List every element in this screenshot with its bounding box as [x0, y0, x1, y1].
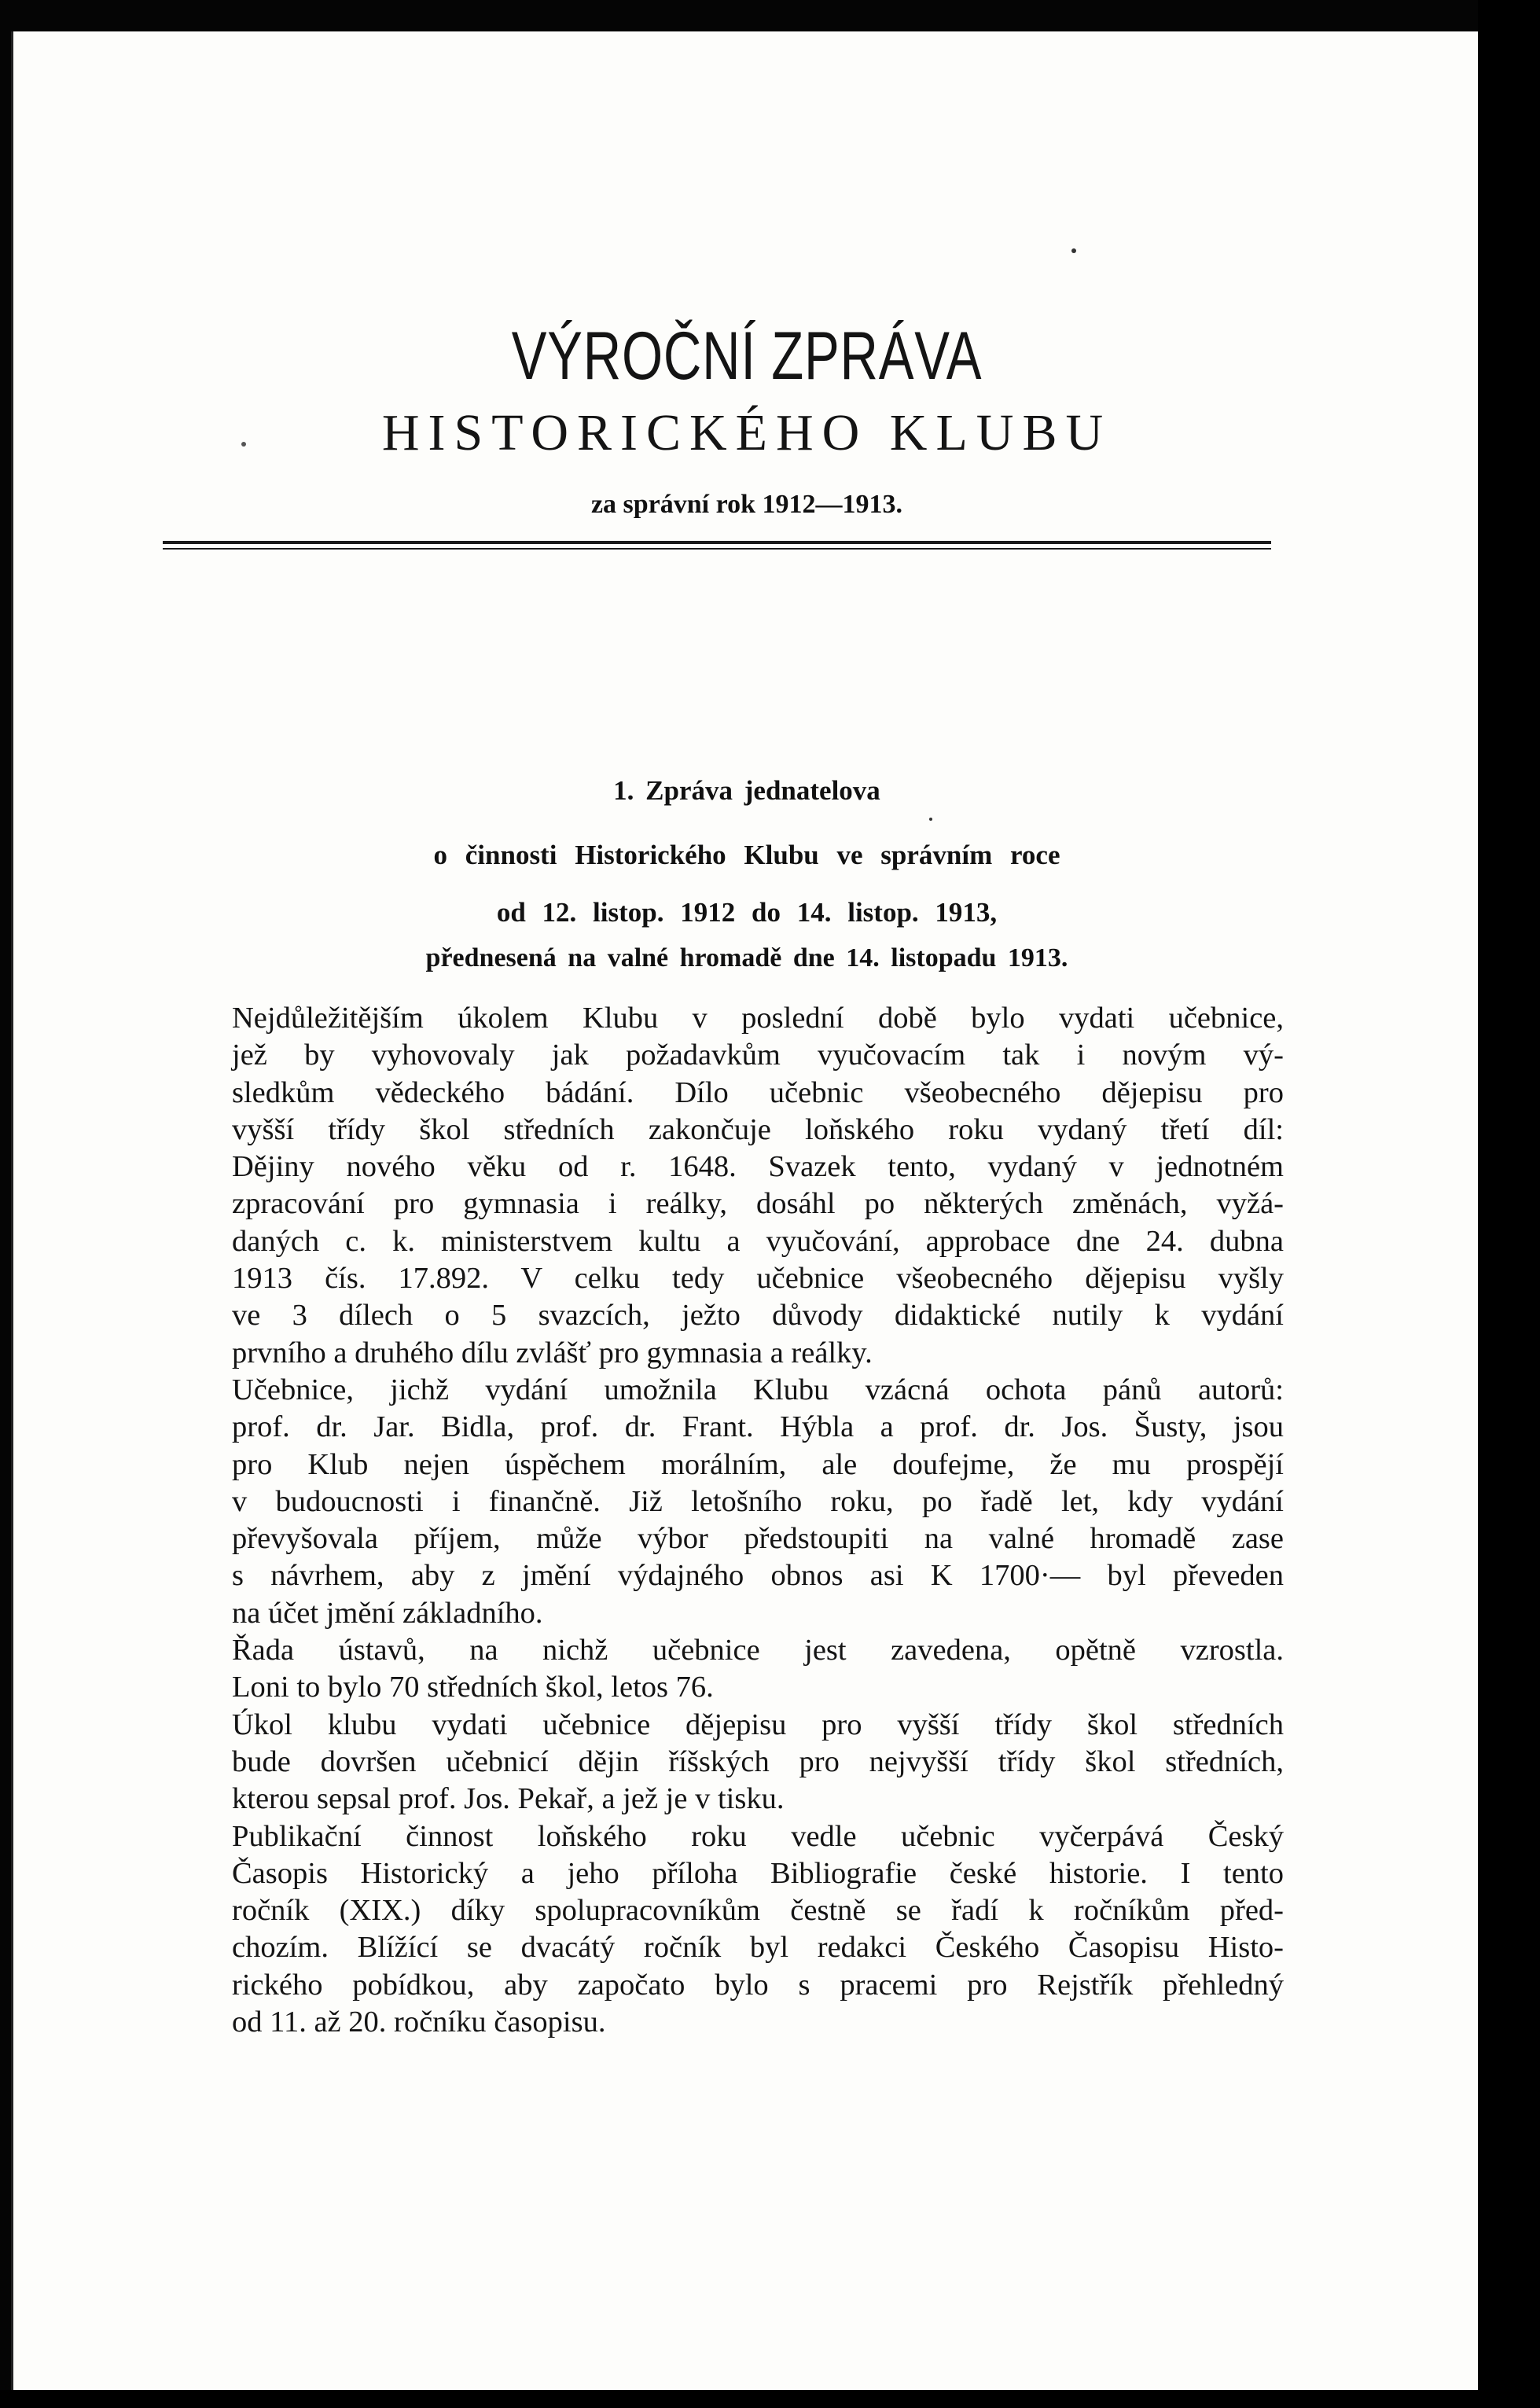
report-body: [169, 1000, 1284, 2041]
paragraph: [169, 1632, 1284, 1707]
text-line: chozím. Blížící se dvacátý ročník byl redakci Českého Časopisu Histo-: [232, 1931, 1284, 1965]
text-line: jež by vyhovovaly jak požadavkům vyučovacím tak i novým vý-: [232, 1039, 1284, 1072]
text-line: ve 3 dílech o 5 svazcích, ježto důvody didaktické nutily k vydání: [232, 1299, 1284, 1333]
text-line: Úkol klubu vydati učebnice dějepisu pro vyšší třídy škol středních: [232, 1708, 1284, 1741]
paragraph: [169, 1707, 1284, 1818]
report-year-line: za správní rok 1912—1913.: [590, 490, 903, 519]
double-rule-divider: [163, 541, 1271, 550]
text-line: Učebnice, jichž vydání umožnila Klubu vzácná ochota pánů autorů:: [232, 1373, 1284, 1406]
text-line: Nejdůležitějším úkolem Klubu v poslední době bylo vydati učebnice,: [232, 1002, 1284, 1035]
text-line: bude dovršen učebnicí dějin říšských pro nejvyšší třídy škol středních,: [232, 1744, 1284, 1778]
text-line: Časopis Historický a jeho příloha Bibliografie české historie. I tento: [232, 1856, 1284, 1890]
text-line: Publikační činnost loňského roku vedle učebnic vyčerpává Český: [232, 1819, 1284, 1853]
print-speck: [929, 818, 932, 821]
text-line: 1913 čís. 17.892. V celku tedy učebnice všeobecného dějepisu vyšly: [232, 1262, 1284, 1296]
text-line: daných c. k. ministerstvem kultu a vyučování, approbace dne 24. dubna: [232, 1224, 1284, 1258]
text-line: pro Klub nejen úspěchem morálním, ale doufejme, že mu prospějí: [232, 1447, 1284, 1481]
text-line: rického pobídkou, aby započato bylo s pracemi pro Rejstřík přehledný: [232, 1968, 1284, 2002]
text-line: Řada ústavů, na nichž učebnice jest zavedena, opětně vzrostla.: [232, 1634, 1284, 1667]
paragraph: [169, 1372, 1284, 1632]
text-line: převyšovala příjem, může výbor předstoupiti na valné hromadě zase: [232, 1522, 1284, 1556]
text-line: kterou sepsal prof. Jos. Pekař, a jež je v tisku.: [232, 1782, 785, 1816]
paragraph: [169, 1818, 1284, 2042]
scan-edge-bottom: [0, 2390, 1540, 2408]
paragraph: [169, 1000, 1284, 1372]
document-page: [11, 31, 1480, 2390]
text-line: prof. dr. Jar. Bidla, prof. dr. Frant. Hýbla a prof. dr. Jos. Šusty, jsou: [232, 1410, 1284, 1444]
text-line: prvního a druhého dílu zvlášť pro gymnasia a reálky.: [232, 1336, 873, 1369]
text-line: vyšší třídy škol středních zakončuje loňského roku vydaný třetí díl:: [232, 1112, 1284, 1146]
text-line: na účet jmění základního.: [232, 1596, 543, 1630]
text-line: od 11. až 20. ročníku časopisu.: [232, 2005, 606, 2039]
section-heading-presented: přednesená na valné hromadě dne 14. listopadu 1913.: [425, 943, 1068, 972]
section-heading-line: o činnosti Historického Klubu ve správním roce: [433, 840, 1060, 870]
text-line: v budoucnosti i finančně. Již letošního roku, po řadě let, kdy vydání: [232, 1484, 1284, 1518]
text-line: Dějiny nového věku od r. 1648. Svazek tento, vydaný v jednotném: [232, 1150, 1284, 1184]
section-heading-dates: od 12. listop. 1912 do 14. listop. 1913,: [496, 897, 998, 928]
report-subtitle: HISTORICKÉHO KLUBU: [381, 404, 1112, 461]
report-title: VÝROČNÍ ZPRÁVA: [511, 318, 983, 394]
print-speck: [1071, 248, 1076, 253]
text-line: s návrhem, aby z jmění výdajného obnos asi K 1700·— byl převeden: [232, 1559, 1284, 1593]
scan-edge-right: [1478, 0, 1540, 2408]
text-line: ročník (XIX.) díky spolupracovníkům čestně se řadí k ročníkům před-: [232, 1894, 1284, 1928]
text-line: Loni to bylo 70 středních škol, letos 76.: [232, 1671, 714, 1704]
text-line: zpracování pro gymnasia i reálky, dosáhl po některých změnách, vyžá-: [232, 1187, 1284, 1221]
section-heading-title: 1. Zpráva jednatelova: [613, 775, 880, 806]
text-line: sledkům vědeckého bádání. Dílo učebnic všeobecného dějepisu pro: [232, 1075, 1284, 1109]
